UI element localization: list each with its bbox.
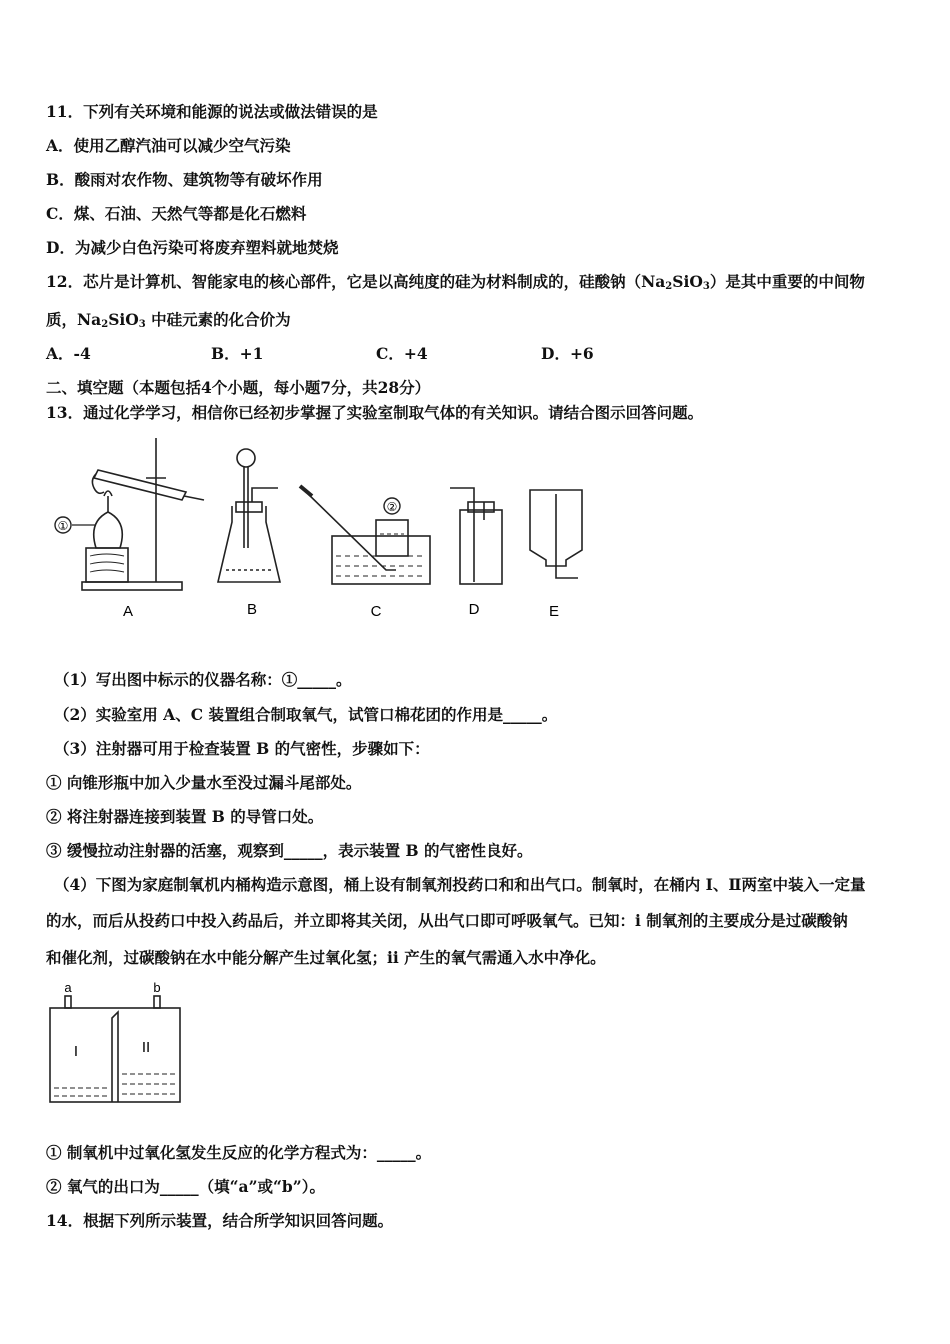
q13-step3: ③ 缓慢拉动注射器的活塞，观察到_____，表示装置 B 的气密性良好。: [46, 841, 533, 860]
marker-2: ②: [386, 500, 398, 514]
q13-sub1: ① 制氧机中过氧化氢发生反应的化学方程式为：_____。: [46, 1143, 432, 1162]
q13-part2: （2）实验室用 A、C 装置组合制取氧气，试管口棉花团的作用是_____。: [54, 705, 558, 724]
q13-part4-line2: 的水，而后从投药口中投入药品后，并立即将其关闭，从出气口即可呼吸氧气。已知：i 制氧剂的主要成分是过碳酸钠: [46, 911, 848, 930]
section-2-header: 二、填空题（本题包括4个小题，每小题7分，共28分）: [46, 378, 431, 397]
q13-part1: （1）写出图中标示的仪器名称：①_____。: [54, 670, 352, 689]
q12-stem-text-2: ）是其中重要的中间物: [709, 272, 865, 291]
q12-option-c: C．+4: [376, 344, 428, 363]
q12-option-d: D．+6: [541, 344, 594, 363]
room-2-label: II: [141, 1039, 151, 1056]
q12-line2-pre: 质，Na: [46, 310, 102, 329]
outlet-b-label: b: [153, 980, 161, 995]
subscript-2: 2: [101, 319, 109, 330]
q12-line2-formula: SiO: [108, 310, 139, 329]
q13-part3: （3）注射器可用于检查装置 B 的气密性，步骤如下：: [54, 739, 430, 758]
q13-step1: ① 向锥形瓶中加入少量水至没过漏斗尾部处。: [46, 773, 362, 792]
label-a: A: [122, 603, 134, 620]
apparatus-figure: [46, 430, 606, 630]
q13-sub2: ② 氧气的出口为_____（填“a”或“b”）。: [46, 1177, 325, 1196]
label-e: E: [548, 603, 560, 620]
q13-stem: 13．通过化学学习，相信你已经初步掌握了实验室制取气体的有关知识。请结合图示回答问题。: [46, 403, 704, 422]
q12-stem-line2: [46, 310, 291, 335]
subscript-3: 3: [702, 281, 710, 292]
q12-option-a: A．-4: [46, 344, 91, 363]
q12-option-b: B．+1: [211, 344, 264, 363]
q12-stem-text-1: 12．芯片是计算机、智能家电的核心部件，它是以高纯度的硅为材料制成的，硅酸钠（Na: [46, 272, 666, 291]
label-d: D: [468, 601, 480, 618]
outlet-a-label: a: [64, 980, 72, 995]
label-b: B: [246, 601, 258, 618]
marker-1: ①: [57, 519, 69, 533]
oxygen-generator-figure: [46, 978, 186, 1106]
q11-stem: 11．下列有关环境和能源的说法或做法错误的是: [46, 102, 378, 121]
q11-option-c: C．煤、石油、天然气等都是化石燃料: [46, 204, 307, 223]
subscript-2: 2: [665, 281, 673, 292]
q13-step2: ② 将注射器连接到装置 B 的导管口处。: [46, 807, 324, 826]
q11-option-d: D．为减少白色污染可将废弃塑料就地焚烧: [46, 238, 339, 257]
subscript-3: 3: [138, 319, 146, 330]
q13-part4-line1: （4）下图为家庭制氧机内桶构造示意图，桶上设有制氧剂投药口和和出气口。制氧时，在桶内 I、Ⅱ两室中装入一定量: [54, 875, 866, 894]
q13-part4-line3: 和催化剂，过碳酸钠在水中能分解产生过氧化氢；ii 产生的氧气需通入水中净化。: [46, 948, 606, 967]
q11-option-a: A．使用乙醇汽油可以减少空气污染: [46, 136, 291, 155]
q12-formula: SiO: [672, 272, 703, 291]
q12-stem-line1: [46, 272, 865, 297]
q14-stem: 14．根据下列所示装置，结合所学知识回答问题。: [46, 1211, 394, 1230]
label-c: C: [370, 603, 382, 620]
q11-option-b: B．酸雨对农作物、建筑物等有破坏作用: [46, 170, 323, 189]
room-1-label: I: [73, 1043, 79, 1060]
q12-line2-post: 中硅元素的化合价为: [145, 310, 291, 329]
